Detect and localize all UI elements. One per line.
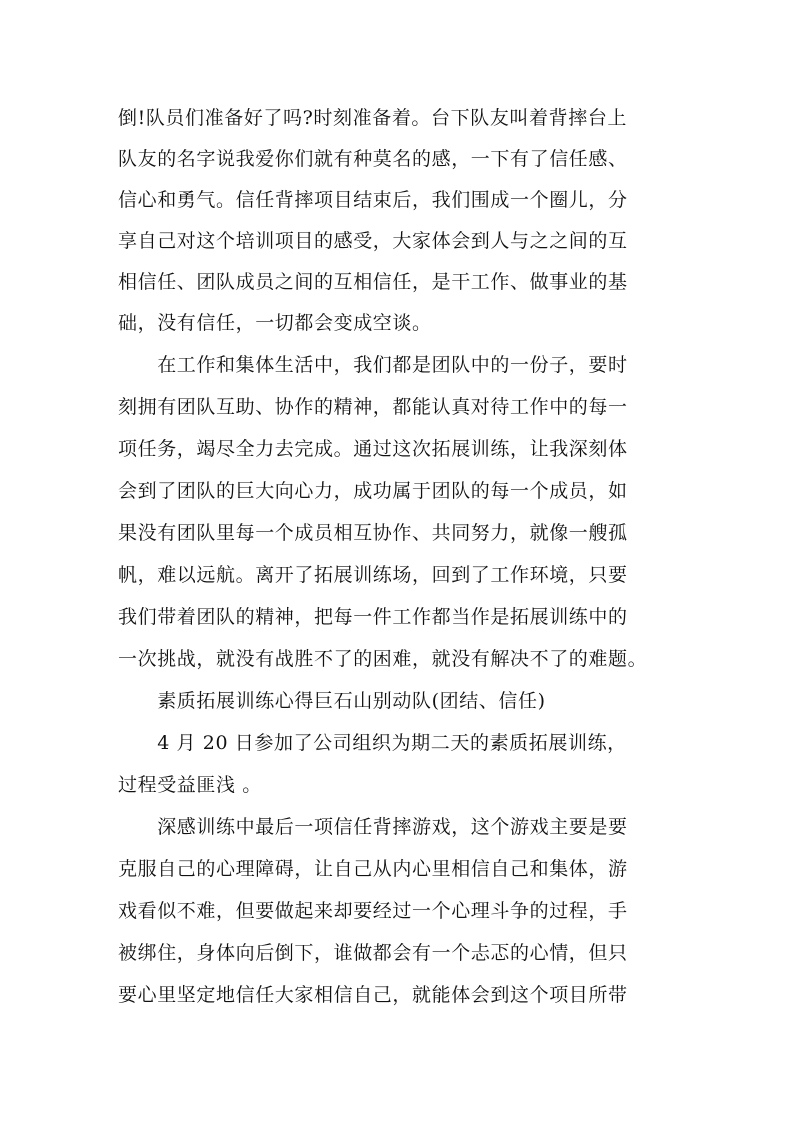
text-line: 倒!队员们准备好了吗?时刻准备着。台下队友叫着背摔台上 (118, 107, 628, 129)
text-line: 帆，难以远航。离开了拓展训练场，回到了工作环境，只要 (118, 564, 628, 586)
text-line: 刻拥有团队互助、协作的精神，都能认真对待工作中的每一 (118, 396, 628, 418)
text-line: 被绑住，身体向后倒下，谁做都会有一个忐忑的心情，但只 (118, 942, 628, 964)
text-line: 在工作和集体生活中，我们都是团队中的一份子，要时 (118, 354, 628, 376)
text-line: 项任务，竭尽全力去完成。通过这次拓展训练，让我深刻体 (118, 438, 628, 460)
text-line: 一次挑战，就没有战胜不了的困难，就没有解决不了的难题。 (118, 648, 648, 670)
text-line: 享自己对这个培训项目的感受，大家体会到人与之之间的互 (118, 230, 628, 252)
text-line: 础，没有信任，一切都会变成空谈。 (118, 312, 432, 334)
text-line: 克服自己的心理障碍，让自己从内心里相信自己和集体，游 (118, 858, 628, 880)
text-line: 队友的名字说我爱你们就有种莫名的感，一下有了信任感、 (118, 148, 628, 170)
text-line: 会到了团队的巨大向心力，成功属于团队的每一个成员，如 (118, 480, 628, 502)
section-heading: 素质拓展训练心得巨石山别动队(团结、信任) (118, 690, 546, 712)
text-line: 信心和勇气。信任背摔项目结束后，我们围成一个圈儿，分 (118, 189, 628, 211)
text-line: 果没有团队里每一个成员相互协作、共同努力，就像一艘孤 (118, 522, 628, 544)
text-line: 要心里坚定地信任大家相信自己，就能体会到这个项目所带 (118, 984, 628, 1006)
text-line: 戏看似不难，但要做起来却要经过一个心理斗争的过程，手 (118, 900, 628, 922)
text-line: 过程受益匪浅 。 (118, 774, 262, 796)
text-line: 4 月 20 日参加了公司组织为期二天的素质拓展训练， (118, 732, 627, 754)
text-line: 我们带着团队的精神，把每一件工作都当作是拓展训练中的 (118, 606, 628, 628)
text-line: 深感训练中最后一项信任背摔游戏，这个游戏主要是要 (118, 816, 628, 838)
text-line: 相信任、团队成员之间的互相信任，是干工作、做事业的基 (118, 271, 628, 293)
